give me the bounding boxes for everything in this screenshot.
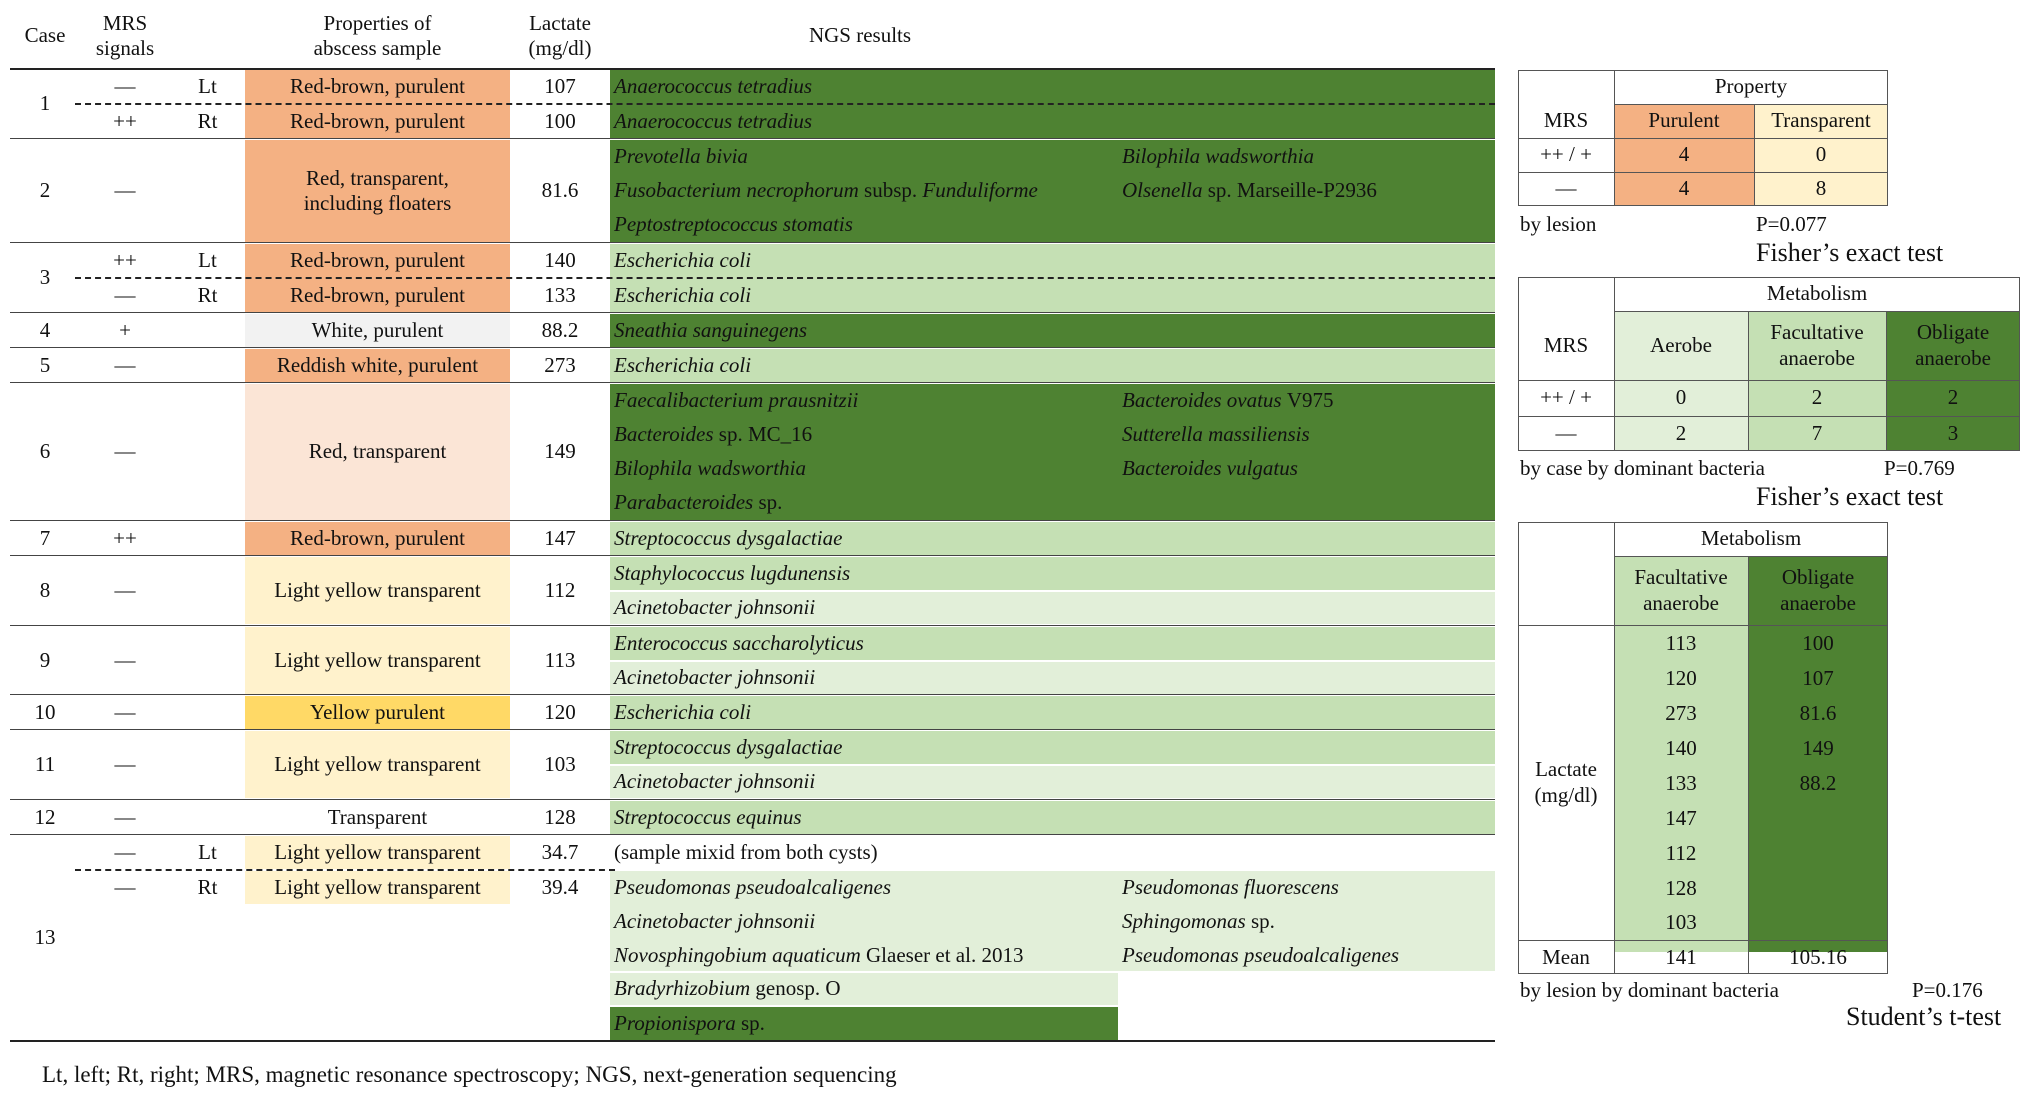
lactate-cell: 133 — [1665, 770, 1697, 795]
lactate-value: 120 — [544, 699, 576, 724]
ngs-result — [610, 939, 1118, 972]
statistical-test: Student’s t-test — [1846, 1002, 2002, 1032]
lesion-side: Lt — [198, 73, 217, 98]
ngs-genus: Bacteroides — [614, 422, 714, 447]
mrs-signal: — — [114, 647, 136, 672]
ngs-result: Bacteroides vulgatus — [1122, 456, 1298, 481]
mrs-signal: — — [114, 352, 136, 377]
header-lactate: Lactate (mg/dl) — [528, 10, 592, 60]
ngs-species: Bacteroides ovatus — [1122, 388, 1282, 413]
ngs-result — [1118, 905, 1495, 938]
sample-property: Light yellow transparent — [274, 577, 481, 602]
count-cell: 7 — [1811, 420, 1823, 445]
sample-property: Red-brown, purulent — [290, 282, 465, 307]
ngs-result — [1118, 174, 1495, 207]
mean-label: Mean — [1542, 944, 1590, 969]
sample-property: Light yellow transparent — [274, 839, 481, 864]
lactate-cell: 81.6 — [1799, 700, 1837, 725]
lesion-side: Rt — [197, 108, 218, 133]
ngs-result: Pseudomonas pseudoalcaligenes — [614, 874, 892, 899]
mrs-signal: — — [114, 178, 136, 203]
lactate-value: 103 — [544, 751, 576, 776]
lesion-side: Lt — [198, 247, 217, 272]
case-number: 1 — [39, 91, 51, 116]
ngs-genus: Bradyrhizobium — [614, 976, 751, 1001]
case-number: 4 — [39, 317, 51, 342]
sample-property: Reddish white, purulent — [276, 352, 479, 377]
lactate-value: 39.4 — [541, 874, 579, 899]
ngs-result: Escherichia coli — [614, 282, 752, 307]
ngs-result — [1118, 384, 1495, 418]
ngs-strain: sp. Marseille-P2936 — [1207, 177, 1377, 202]
col-aerobe: Aerobe — [1650, 332, 1712, 357]
lactate-cell: 147 — [1665, 805, 1697, 830]
case-number: 6 — [39, 439, 51, 464]
ngs-result: Acinetobacter johnsonii — [614, 665, 816, 690]
col-facultative-anaerobe: Facultative anaerobe — [1770, 320, 1864, 370]
lactate-value: 140 — [544, 247, 576, 272]
lactate-cell: 113 — [1665, 630, 1697, 655]
lactate-cell: 128 — [1665, 875, 1697, 900]
case-number: 5 — [39, 352, 51, 377]
ngs-strain: V975 — [1286, 388, 1334, 413]
table-note: by lesion — [1520, 212, 1597, 237]
table-note: by case by dominant bacteria — [1520, 456, 1765, 481]
row-label: — — [1555, 176, 1577, 201]
lactate-value: 112 — [544, 577, 576, 602]
sample-property: Red-brown, purulent — [290, 525, 465, 550]
lactate-cell: 112 — [1665, 840, 1697, 865]
lactate-cell: 88.2 — [1799, 770, 1837, 795]
ngs-result — [610, 418, 1110, 452]
lesion-side: Lt — [198, 839, 217, 864]
lactate-value: 113 — [544, 647, 576, 672]
ngs-strain: sp. — [758, 490, 783, 515]
ngs-result — [610, 1007, 1118, 1040]
property-group-header: Property — [1714, 74, 1788, 99]
ngs-result: Escherichia coli — [614, 247, 752, 272]
mrs-signal: ++ — [113, 247, 137, 272]
row-label: ++ / + — [1540, 385, 1592, 410]
ngs-result: Pseudomonas pseudoalcaligenes — [1122, 942, 1400, 967]
ngs-species: Novosphingobium aquaticum — [614, 942, 861, 967]
header-mrs: MRS signals — [95, 10, 155, 60]
count-cell: 0 — [1815, 142, 1827, 167]
lactate-value: 147 — [544, 525, 576, 550]
case-number: 9 — [39, 647, 51, 672]
ngs-result: (sample mixid from both cysts) — [614, 839, 878, 864]
mrs-signal: — — [114, 439, 136, 464]
header-properties: Properties of abscess sample — [313, 10, 442, 60]
sample-property: Red-brown, purulent — [290, 247, 465, 272]
case-number: 10 — [34, 699, 56, 724]
case-number: 13 — [34, 925, 56, 950]
table-note: by lesion by dominant bacteria — [1520, 978, 1779, 1003]
sample-property: Light yellow transparent — [274, 874, 481, 899]
ngs-strain: sp. MC_16 — [718, 422, 813, 447]
sample-property: Light yellow transparent — [274, 647, 481, 672]
ngs-result: Acinetobacter johnsonii — [614, 769, 816, 794]
ngs-result: Anaerococcus tetradius — [614, 108, 813, 133]
lactate-cell: 273 — [1665, 700, 1697, 725]
ngs-qualifier: subsp. — [864, 177, 918, 202]
case-number: 8 — [39, 577, 51, 602]
lactate-value: 100 — [544, 108, 576, 133]
ngs-result: Streptococcus dysgalactiae — [614, 734, 843, 759]
sample-property: Red, transparent — [308, 439, 447, 464]
count-cell: 4 — [1678, 142, 1690, 167]
mrs-signal: — — [114, 839, 136, 864]
col-facultative-anaerobe: Facultative anaerobe — [1634, 565, 1728, 615]
lactate-value: 273 — [544, 352, 576, 377]
sample-property: White, purulent — [311, 317, 444, 342]
ngs-result: Sutterella massiliensis — [1122, 422, 1310, 447]
ngs-result: Staphylococcus lugdunensis — [614, 560, 851, 585]
ngs-result: Bilophila wadsworthia — [1122, 143, 1314, 168]
ngs-result: Enterococcus saccharolyticus — [614, 630, 864, 655]
ngs-result: Acinetobacter johnsonii — [614, 908, 816, 933]
col-purulent: Purulent — [1648, 108, 1720, 133]
sample-property: Red, transparent, including floaters — [303, 165, 452, 215]
lactate-cell: 107 — [1802, 665, 1834, 690]
count-cell: 3 — [1947, 420, 1959, 445]
ngs-result: Pseudomonas fluorescens — [1122, 874, 1339, 899]
sample-property: Red-brown, purulent — [290, 73, 465, 98]
mrs-signal: — — [114, 874, 136, 899]
row-label: ++ / + — [1540, 142, 1592, 167]
ngs-genus: Olsenella — [1122, 177, 1203, 202]
lactate-cell: 140 — [1665, 735, 1697, 760]
mrs-signal: ++ — [113, 525, 137, 550]
ngs-subspecies: Funduliforme — [922, 177, 1038, 202]
ngs-strain: Glaeser et al. 2013 — [866, 942, 1024, 967]
col-obligate-anaerobe: Obligate anaerobe — [1915, 320, 1991, 370]
case-number: 7 — [39, 525, 51, 550]
header-ngs: NGS results — [808, 23, 912, 48]
lactate-value: 34.7 — [541, 839, 579, 864]
count-cell: 8 — [1815, 176, 1827, 201]
mrs-signal: — — [114, 577, 136, 602]
lactate-value: 88.2 — [541, 317, 579, 342]
metabolism-group-header: Metabolism — [1766, 281, 1868, 306]
row-label: — — [1555, 420, 1577, 445]
lesion-side: Rt — [197, 282, 218, 307]
mrs-row-header: MRS — [1543, 108, 1589, 133]
count-cell: 2 — [1811, 385, 1823, 410]
sample-property: Yellow purulent — [310, 699, 445, 724]
lactate-cell: 100 — [1802, 630, 1834, 655]
sample-property: Light yellow transparent — [274, 751, 481, 776]
lactate-row-label: Lactate (mg/dl) — [1534, 757, 1598, 807]
lactate-value: 149 — [544, 439, 576, 464]
mrs-signal: — — [114, 282, 136, 307]
p-value: P=0.769 — [1884, 456, 1955, 481]
ngs-result — [610, 973, 1118, 1005]
mrs-signal: — — [114, 699, 136, 724]
ngs-result: Bilophila wadsworthia — [614, 456, 806, 481]
ngs-genus: Parabacteroides — [614, 490, 754, 515]
ngs-result: Faecalibacterium prausnitzii — [614, 388, 859, 413]
header-case: Case — [24, 23, 66, 48]
ngs-result — [610, 486, 1110, 520]
mrs-signal: — — [114, 751, 136, 776]
ngs-strain: sp. — [740, 1010, 765, 1035]
footnote: Lt, left; Rt, right; MRS, magnetic resonance spectroscopy; NGS, next-generation sequencing — [42, 1062, 897, 1088]
p-value: P=0.176 — [1912, 978, 1983, 1003]
p-value: P=0.077 — [1756, 212, 1827, 237]
ngs-genus: Sphingomonas — [1122, 908, 1246, 933]
ngs-result: Escherichia coli — [614, 699, 752, 724]
ngs-strain: genosp. O — [755, 976, 841, 1001]
mrs-signal: — — [114, 804, 136, 829]
col-obligate-anaerobe: Obligate anaerobe — [1780, 565, 1856, 615]
ngs-result: Streptococcus dysgalactiae — [614, 525, 843, 550]
ngs-result: Prevotella bivia — [614, 143, 748, 168]
statistical-test: Fisher’s exact test — [1756, 238, 1944, 268]
ngs-result: Streptococcus equinus — [614, 804, 802, 829]
mean-cell: 141 — [1665, 944, 1697, 969]
lactate-value: 107 — [544, 73, 576, 98]
count-cell: 2 — [1675, 420, 1687, 445]
metabolism-group-header: Metabolism — [1700, 526, 1802, 551]
case-number: 12 — [34, 804, 56, 829]
count-cell: 0 — [1675, 385, 1687, 410]
count-cell: 4 — [1678, 176, 1690, 201]
sample-property: Red-brown, purulent — [290, 108, 465, 133]
ngs-result: Escherichia coli — [614, 352, 752, 377]
mrs-row-header: MRS — [1543, 332, 1589, 357]
ngs-strain: sp. — [1250, 908, 1275, 933]
mean-cell: 105.16 — [1789, 944, 1847, 969]
ngs-genus: Propionispora — [614, 1010, 736, 1035]
mrs-signal: — — [114, 73, 136, 98]
lactate-cell: 149 — [1802, 735, 1834, 760]
statistical-test: Fisher’s exact test — [1756, 482, 1944, 512]
ngs-result — [610, 174, 1120, 207]
ngs-result: Peptostreptococcus stomatis — [614, 211, 853, 236]
ngs-result: Sneathia sanguinegens — [614, 317, 808, 342]
case-number: 3 — [39, 265, 51, 290]
lactate-value: 133 — [544, 282, 576, 307]
lactate-cell: 120 — [1665, 665, 1697, 690]
lactate-value: 81.6 — [541, 178, 579, 203]
sample-property: Transparent — [327, 804, 428, 829]
ngs-result: Acinetobacter johnsonii — [614, 595, 816, 620]
mrs-signal: + — [119, 317, 131, 342]
case-number: 11 — [34, 751, 56, 776]
count-cell: 2 — [1947, 385, 1959, 410]
lactate-cell: 103 — [1665, 910, 1697, 935]
col-transparent: Transparent — [1771, 108, 1871, 133]
ngs-species: Fusobacterium necrophorum — [614, 177, 859, 202]
ngs-result: Anaerococcus tetradius — [614, 73, 813, 98]
case-number: 2 — [39, 178, 51, 203]
mrs-signal: ++ — [113, 108, 137, 133]
lesion-side: Rt — [197, 874, 218, 899]
lactate-value: 128 — [544, 804, 576, 829]
